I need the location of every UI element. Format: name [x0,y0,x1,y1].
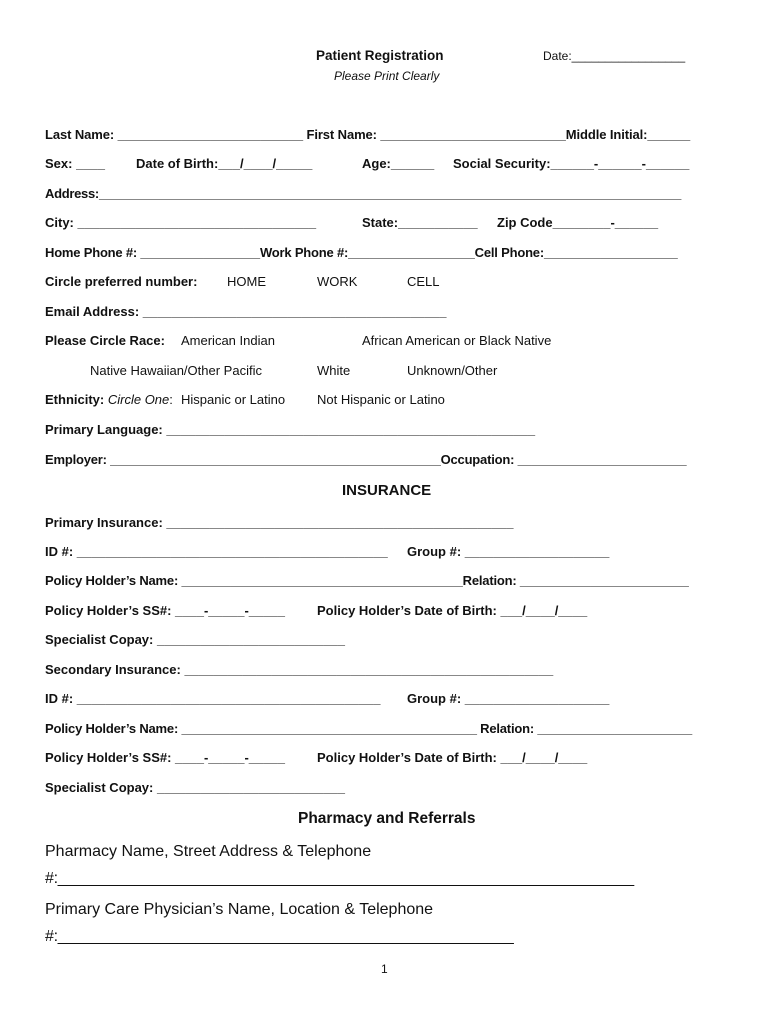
primary-language-field[interactable]: Primary Language: ___________________________________________________ [45,422,536,437]
primary-copay-field[interactable]: Specialist Copay: __________________________ [45,632,345,647]
pcp-line[interactable]: #:_____________________________________________________ [45,928,514,945]
secondary-holder-dob-field[interactable]: Policy Holder’s Date of Birth: ___/____/____ [317,750,588,765]
ethnicity-option-not-hispanic[interactable]: Not Hispanic or Latino [317,392,445,407]
pharmacy-line[interactable]: #:___________________________________________________________________ [45,870,634,887]
circle-preferred-label: Circle preferred number: [45,274,198,289]
address-field[interactable]: Address:____________________________________________________________________________________ [45,186,682,201]
dob-field[interactable]: Date of Birth:___/____/_____ [136,156,313,171]
sex-field[interactable]: Sex: ____ [45,156,105,171]
name-fields[interactable]: Last Name: __________________________ First Name: __________________________Middle Initial:______ [45,127,691,142]
ethnicity-option-hispanic[interactable]: Hispanic or Latino [181,392,286,407]
secondary-group-field[interactable]: Group #: ____________________ [407,691,610,706]
pref-home-option[interactable]: HOME [227,274,266,289]
ethnicity-row [45,392,173,407]
pcp-label: Primary Care Physician’s Name, Location & Telephone [45,901,434,918]
city-field[interactable]: City: _________________________________ [45,215,317,230]
secondary-holder-ss-field[interactable]: Policy Holder’s SS#: ____-_____-_____ [45,750,285,765]
page-number: 1 [381,962,388,976]
race-option-african-american[interactable]: African American or Black Native [362,333,552,348]
primary-holder-dob-field[interactable]: Policy Holder’s Date of Birth: ___/____/____ [317,603,588,618]
primary-holder-field[interactable]: Policy Holder’s Name: ________________________________________Relation: ________________________ [45,573,689,588]
primary-holder-ss-field[interactable]: Policy Holder’s SS#: ____-_____-_____ [45,603,285,618]
ssn-field[interactable]: Social Security:______-______-______ [453,156,690,171]
race-option-american-indian[interactable]: American Indian [181,333,275,348]
secondary-holder-field[interactable]: Policy Holder’s Name: __________________________________________ Relation: ______________________ [45,721,693,736]
form-subtitle: Please Print Clearly [334,69,440,83]
form-title: Patient Registration [316,48,444,63]
ethnicity-colon: : [169,392,173,407]
pref-cell-option[interactable]: CELL [407,274,440,289]
race-option-native-hawaiian[interactable]: Native Hawaiian/Other Pacific [90,363,262,378]
primary-insurance-field[interactable]: Primary Insurance: ________________________________________________ [45,515,514,530]
race-option-unknown[interactable]: Unknown/Other [407,363,498,378]
zip-field[interactable]: Zip Code________-______ [497,215,659,230]
phone-fields[interactable]: Home Phone #: _________________Work Phone #:__________________Cell Phone:___________________ [45,245,678,260]
secondary-insurance-field[interactable]: Secondary Insurance: ___________________________________________________ [45,662,554,677]
ethnicity-hint: Circle One [107,392,170,407]
race-option-white[interactable]: White [317,363,351,378]
race-label: Please Circle Race: [45,333,165,348]
primary-id-field[interactable]: ID #: ___________________________________________ [45,544,388,559]
state-field[interactable]: State:___________ [362,215,478,230]
pharmacy-label: Pharmacy Name, Street Address & Telephone [45,843,372,860]
age-field[interactable]: Age:______ [362,156,435,171]
insurance-heading: INSURANCE [342,482,432,499]
pref-work-option[interactable]: WORK [317,274,358,289]
secondary-copay-field[interactable]: Specialist Copay: __________________________ [45,780,345,795]
date-field[interactable]: Date:_________________ [543,49,686,63]
secondary-id-field[interactable]: ID #: __________________________________________ [45,691,381,706]
employer-field[interactable]: Employer: _______________________________________________Occupation: ________________________ [45,452,687,467]
ethnicity-label: Ethnicity: [45,392,105,407]
primary-group-field[interactable]: Group #: ____________________ [407,544,610,559]
email-field[interactable]: Email Address: __________________________________________ [45,304,447,319]
pharmacy-heading: Pharmacy and Referrals [298,810,476,827]
